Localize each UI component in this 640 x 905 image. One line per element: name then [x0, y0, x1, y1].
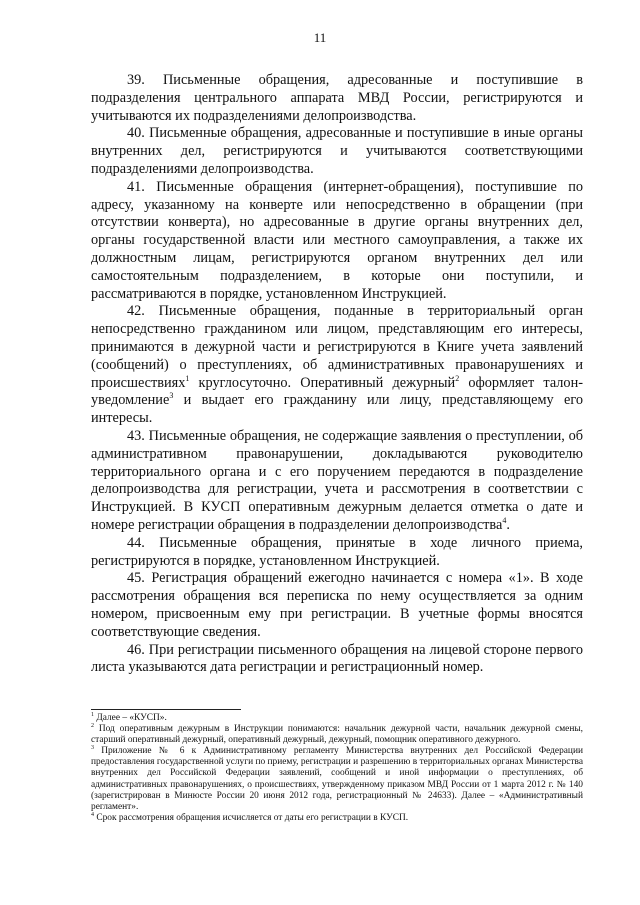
footnote-divider	[91, 709, 241, 710]
footnote-ref-4: 4	[502, 516, 507, 526]
footnote-4	[91, 813, 583, 824]
paragraph-43	[91, 428, 583, 535]
paragraph-text: 39. Письменные обращения, адресованные и поступившие в подразделения центрального аппарата МВД России, регистрируются и учитываются их подразделениями делопроизводства.	[91, 72, 583, 124]
footnote-3	[91, 746, 583, 813]
paragraph-text: 43. Письменные обращения, не содержащие заявления о преступлении, об административном правонарушении, докладываются руководителю территориального органа и с его поручением передаются в подразделение делопроизводства для регистрации, учета и рассмотрения в соответствии с Инструкцией. В КУСП оперативным дежурным делается отметка о дате и номере регистрации обращения в подразделении делопроизводства	[91, 427, 583, 533]
footnote-text: Под оперативным дежурным в Инструкции понимаются: начальник дежурной части, начальник дежурной смены, старший оперативный дежурный, оперативный дежурный, дежурный, помощник оперативного дежурного.	[91, 724, 583, 746]
footnote-ref-3: 3	[169, 391, 174, 401]
paragraph-40	[91, 125, 583, 178]
footnote-2	[91, 724, 583, 746]
paragraph-46	[91, 642, 583, 678]
footnote-ref-1: 1	[185, 373, 190, 383]
paragraph-45	[91, 570, 583, 641]
main-text	[91, 72, 583, 677]
paragraph-text: 44. Письменные обращения, принятые в ходе личного приема, регистрируются в порядке, установленном Инструкцией.	[91, 534, 583, 569]
paragraph-text: 40. Письменные обращения, адресованные и поступившие в иные органы внутренних дел, регистрируются и учитываются соответствующими подразделениями делопроизводства.	[91, 125, 583, 177]
paragraph-text: 41. Письменные обращения (интернет-обращения), поступившие по адресу, указанному на конверте или непосредственно в обращении (при отсутствии конверта), но адресованные в другие органы внутренних дел, органы государственной власти или местного самоуправления, а также их должностным лицам, регистрируются органом внутренних дел или самостоятельным подразделением, в которые они поступили, и рассматриваются в порядке, установленном Инструкцией.	[91, 178, 583, 302]
footnote-number: 1	[91, 711, 94, 718]
paragraph-41	[91, 179, 583, 304]
footnote-text: Далее – «КУСП».	[94, 713, 167, 723]
paragraph-42	[91, 303, 583, 428]
paragraph-39	[91, 72, 583, 125]
footnote-number: 4	[91, 811, 94, 818]
page-number: 11	[313, 30, 327, 45]
footnote-number: 2	[91, 722, 94, 729]
paragraph-text: 45. Регистрация обращений ежегодно начинается с номера «1». В ходе рассмотрения обращения вся переписка по нему осуществляется за одним номером, присвоенным ему при регистрации. В учетные формы вносятся соответствующие сведения.	[91, 570, 583, 640]
paragraph-44	[91, 535, 583, 571]
paragraph-text: 42. Письменные обращения, поданные в территориальный орган непосредственно гражданином или лицом, представляющим его интересы, принимаются в дежурной части и регистрируются в Книге учета заявлений (сообщений) о преступлениях, об административных правонарушениях и происшествиях	[91, 303, 583, 391]
footnote-number: 3	[91, 745, 94, 752]
footnote-text: Срок рассмотрения обращения исчисляется от даты его регистрации в КУСП.	[94, 812, 409, 823]
paragraph-text: и выдает его гражданину или лицу, представляющему его интересы.	[91, 392, 583, 427]
paragraph-text: .	[506, 516, 510, 533]
footnote-ref-2: 2	[455, 373, 460, 383]
paragraph-text: 46. При регистрации письменного обращения на лицевой стороне первого листа указываются дата регистрации и регистрационный номер.	[91, 641, 583, 676]
footnotes	[91, 713, 583, 824]
paragraph-text: оформляет талон-уведомление	[91, 374, 583, 409]
footnote-text: Приложение № 6 к Административному регламенту Министерства внутренних дел Российской Федерации предоставления государственной услуги по приему, регистрации и разрешению в территориальных органах Министерства внутренних дел Российской Федерации заявлений, сообщений и иной информации о преступлениях, об административных правонарушениях, о происшествиях, утвержденному приказом МВД России от 1 марта 2012 г. № 140 (зарегистрирован в Минюсте России 20 июня 2012 года, регистрационный № 24633). Далее – «Административный регламент».	[91, 746, 583, 812]
paragraph-text: круглосуточно. Оперативный дежурный	[189, 374, 456, 391]
footnote-1	[91, 713, 583, 724]
